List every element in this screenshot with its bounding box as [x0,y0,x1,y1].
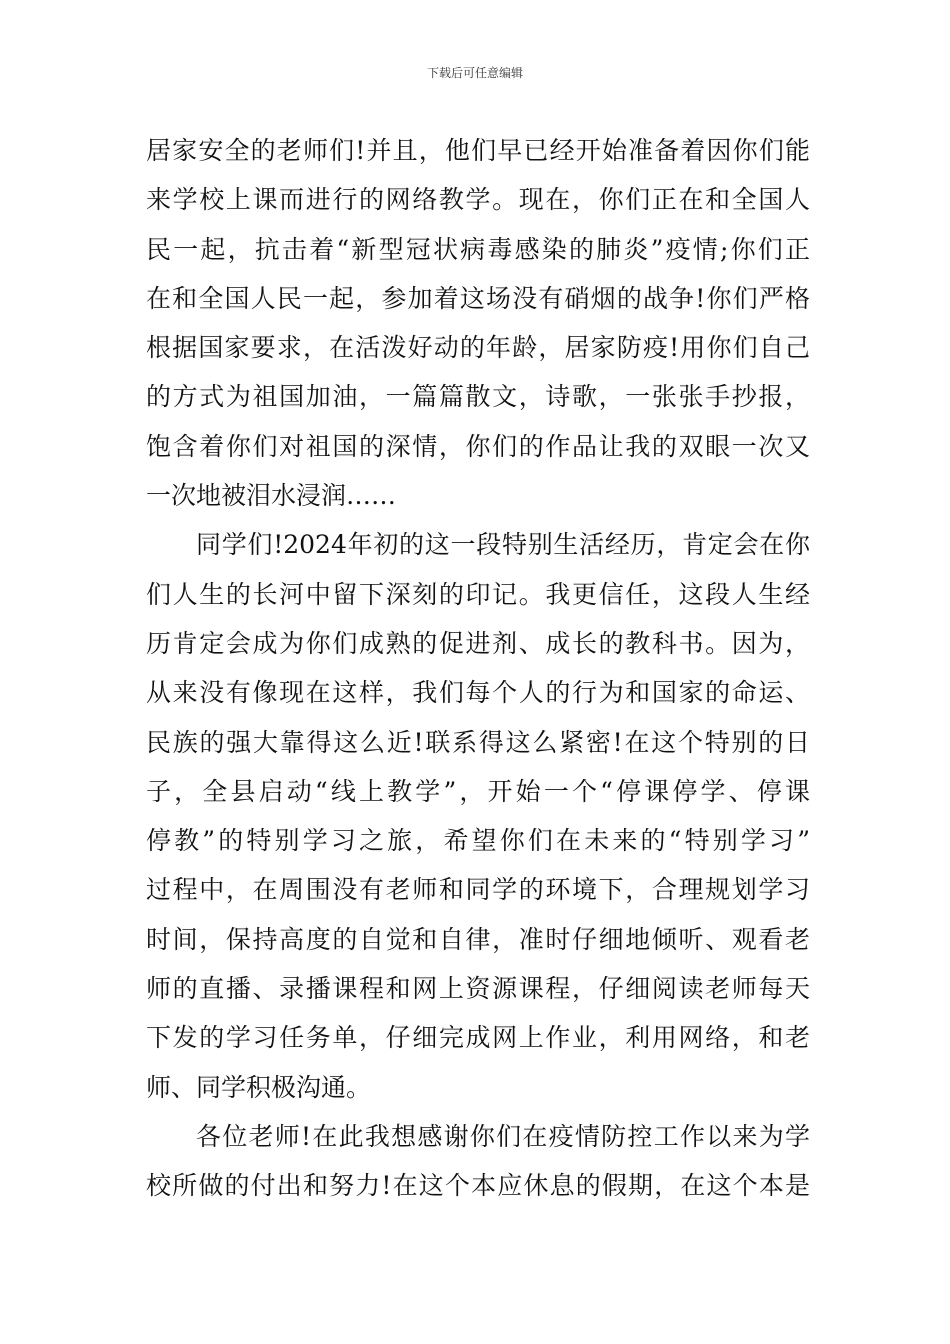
paragraph-line: 师的直播、录播课程和网上资源课程，仔细阅读老师每天 [146,974,810,1004]
paragraph-line: 来学校上课而进行的网络教学。现在，你们正在和全国人 [146,185,810,215]
paragraph-3 [146,1112,810,1211]
paragraph-line: 同学们!2024年初的这一段特别生活经历，肯定会在你 [196,530,810,560]
document-body [146,126,810,1211]
paragraph-line: 过程中，在周围没有老师和同学的环境下，合理规划学习 [146,875,810,905]
paragraph-line: 的方式为祖国加油，一篇篇散文，诗歌，一张张手抄报， [146,382,810,412]
paragraph-line: 校所做的付出和努力!在这个本应休息的假期，在这个本是 [146,1171,810,1201]
paragraph-2 [146,520,810,1112]
paragraph-line: 下发的学习任务单，仔细完成网上作业，利用网络，和老 [146,1023,810,1053]
paragraph-line: 停教”的特别学习之旅，希望你们在未来的“特别学习” [146,826,810,856]
paragraph-line: 们人生的长河中留下深刻的印记。我更信任，这段人生经 [146,579,810,609]
paragraph-line: 在和全国人民一起，参加着这场没有硝烟的战争!你们严格 [146,283,810,313]
paragraph-line: 根据国家要求，在活泼好动的年龄，居家防疫!用你们自己 [146,333,810,363]
paragraph-line: 居家安全的老师们!并且，他们早已经开始准备着因你们能 [146,136,810,165]
paragraph-1 [146,126,810,520]
paragraph-line: 饱含着你们对祖国的深情，你们的作品让我的双眼一次又 [146,431,810,461]
paragraph-line: 子，全县启动“线上教学”，开始一个“停课停学、停课 [146,776,810,806]
paragraph-line: 各位老师!在此我想感谢你们在疫情防控工作以来为学 [196,1121,810,1151]
paragraph-line: 民族的强大靠得这么近!联系得这么紧密!在这个特别的日 [146,727,810,757]
paragraph-line: 历肯定会成为你们成熟的促进剂、成长的教科书。因为， [146,628,810,658]
paragraph-line: 时间，保持高度的自觉和自律，准时仔细地倾听、观看老 [146,924,810,954]
paragraph-line: 师、同学积极沟通。 [146,1072,372,1102]
page-header-note: 下载后可任意编辑 [426,66,523,80]
paragraph-line: 从来没有像现在这样，我们每个人的行为和国家的命运、 [146,678,810,708]
paragraph-line: 民一起，抗击着“新型冠状病毒感染的肺炎”疫情;你们正 [146,234,810,264]
paragraph-line: 一次地被泪水浸润…… [146,481,397,511]
